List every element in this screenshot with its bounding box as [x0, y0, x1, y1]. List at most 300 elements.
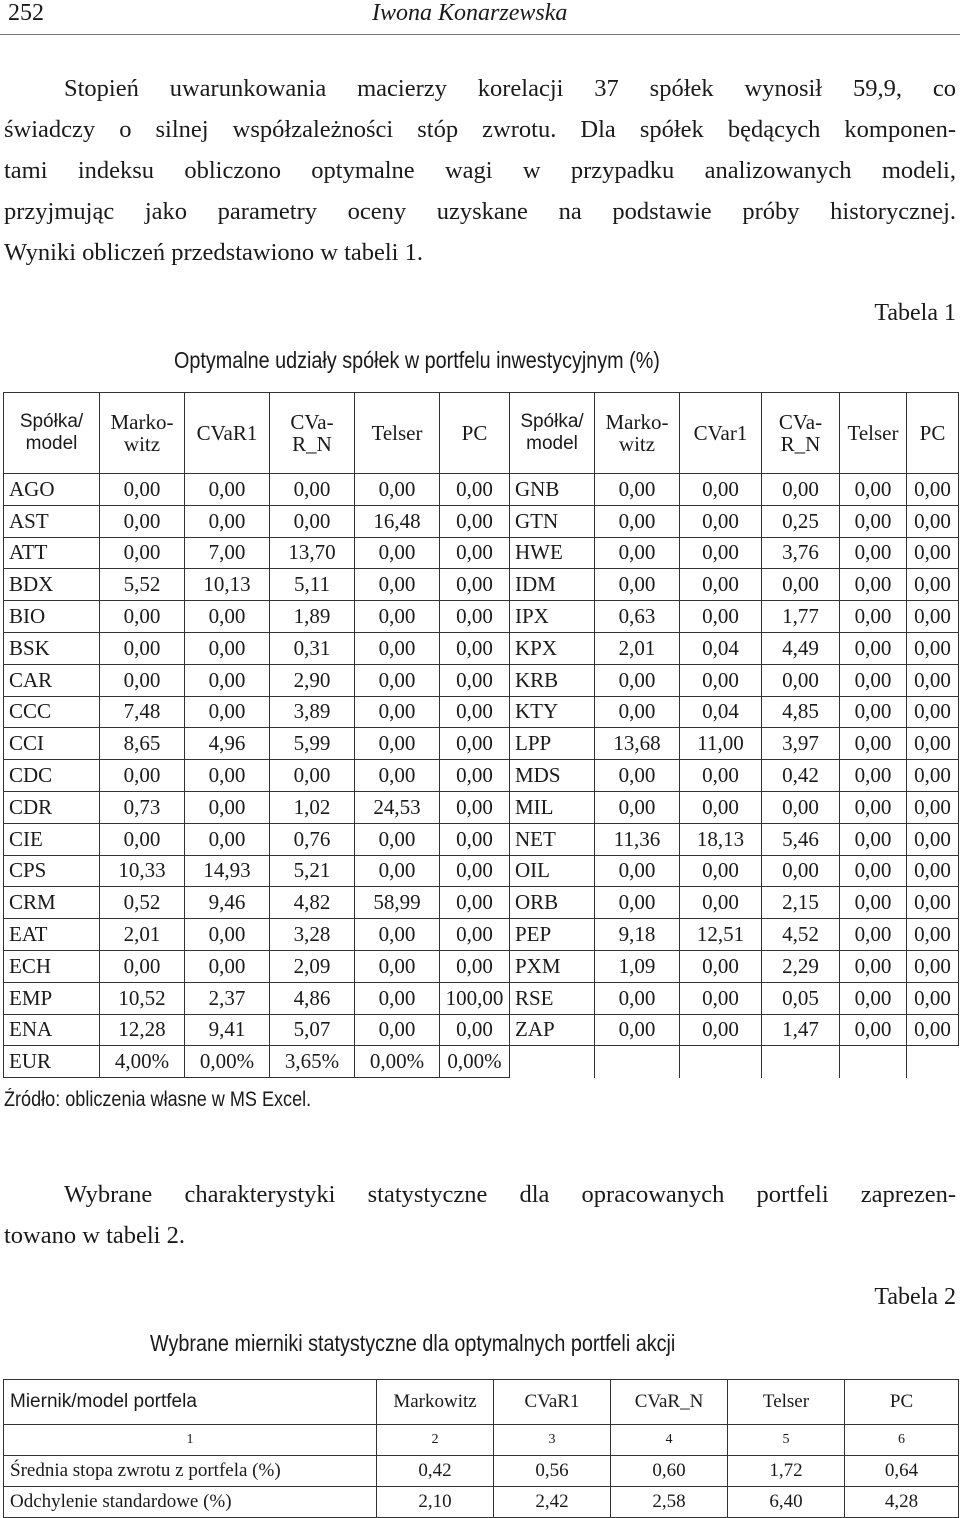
table-cell: 0,00 — [440, 919, 510, 951]
table-row — [4, 887, 959, 919]
company-code: ECH — [4, 950, 100, 982]
table-cell: 10,33 — [100, 855, 185, 887]
table-cell: 0,00 — [595, 537, 680, 569]
table-cell: 0,31 — [270, 632, 355, 664]
table-cell: 0,00 — [595, 1014, 680, 1046]
table-cell: 0,00 — [907, 696, 959, 728]
table-cell: 0,00 — [680, 569, 762, 601]
table-row — [4, 823, 959, 855]
table-cell: 0,00 — [270, 505, 355, 537]
table-cell: 0,00 — [440, 696, 510, 728]
table-cell: 4,00% — [100, 1046, 185, 1078]
table-cell: 1,02 — [270, 791, 355, 823]
empty-cell — [595, 1046, 680, 1078]
table-cell: 100,00 — [440, 982, 510, 1014]
empty-cell — [762, 1046, 840, 1078]
table-cell: 0,00 — [440, 664, 510, 696]
company-code: IPX — [510, 601, 595, 633]
company-code: KTY — [510, 696, 595, 728]
column-header: Telser — [355, 393, 440, 474]
company-code: MDS — [510, 760, 595, 792]
table-cell: 0,00 — [680, 474, 762, 506]
table-cell: 0,00 — [100, 537, 185, 569]
table-cell: 0,00 — [595, 855, 680, 887]
company-code: EMP — [4, 982, 100, 1014]
table-cell: 9,18 — [595, 919, 680, 951]
table-row — [4, 855, 959, 887]
table-row — [4, 601, 959, 633]
table-cell: 0,00 — [840, 569, 907, 601]
table-cell: 0,00 — [907, 537, 959, 569]
empty-cell — [840, 1046, 907, 1078]
table-cell: 2,29 — [762, 950, 840, 982]
table-cell: 0,00 — [762, 569, 840, 601]
table-cell: 11,00 — [680, 728, 762, 760]
company-code: CCI — [4, 728, 100, 760]
table-cell: 4,28 — [845, 1487, 959, 1518]
table-cell: 0,00 — [185, 919, 270, 951]
table-cell: 0,00 — [595, 791, 680, 823]
page-number: 252 — [8, 0, 44, 26]
column-header: CVa- R_N — [762, 393, 840, 474]
column-header: Marko- witz — [595, 393, 680, 474]
table-cell: 0,00 — [907, 664, 959, 696]
table-cell: 13,68 — [595, 728, 680, 760]
table-cell: 0,00 — [355, 569, 440, 601]
company-code: RSE — [510, 982, 595, 1014]
table-row — [4, 919, 959, 951]
table-cell: 9,41 — [185, 1014, 270, 1046]
table2-column-number-row — [4, 1425, 959, 1456]
column-header: Marko- witz — [100, 393, 185, 474]
table-cell: 0,00 — [355, 632, 440, 664]
table-cell: 2,15 — [762, 887, 840, 919]
table-cell: 0,00 — [440, 791, 510, 823]
table-cell: 0,00 — [840, 601, 907, 633]
table-row — [4, 950, 959, 982]
table-cell: 18,13 — [680, 823, 762, 855]
column-number: 2 — [377, 1425, 494, 1456]
table-cell: 0,00 — [185, 664, 270, 696]
table-cell: 9,46 — [185, 887, 270, 919]
table-cell: 0,00 — [907, 474, 959, 506]
company-code: BDX — [4, 569, 100, 601]
company-code: CDR — [4, 791, 100, 823]
table-cell: 0,00 — [907, 728, 959, 760]
table-cell: 4,52 — [762, 919, 840, 951]
empty-cell — [510, 1046, 595, 1078]
table-cell: 0,00 — [440, 855, 510, 887]
table-cell: 3,97 — [762, 728, 840, 760]
company-code: KRB — [510, 664, 595, 696]
column-header: Telser — [728, 1380, 845, 1425]
running-head-author: Iwona Konarzewska — [372, 0, 568, 26]
table-cell: 0,00 — [595, 474, 680, 506]
table-cell: 8,65 — [100, 728, 185, 760]
table-cell: 0,00 — [440, 537, 510, 569]
company-code: IDM — [510, 569, 595, 601]
table-cell: 0,00 — [100, 760, 185, 792]
column-header: CVar1 — [680, 393, 762, 474]
table-row — [4, 728, 959, 760]
table-cell: 1,09 — [595, 950, 680, 982]
table-cell: 5,07 — [270, 1014, 355, 1046]
table-cell: 0,00 — [840, 632, 907, 664]
table-cell: 7,48 — [100, 696, 185, 728]
column-header: Telser — [840, 393, 907, 474]
column-header: CVaR1 — [494, 1380, 611, 1425]
table-cell: 0,00 — [355, 760, 440, 792]
company-code: NET — [510, 823, 595, 855]
table-cell: 0,00 — [840, 855, 907, 887]
table-cell: 0,64 — [845, 1456, 959, 1487]
table-cell: 0,00 — [840, 474, 907, 506]
table-cell: 0,00 — [595, 505, 680, 537]
table-row — [4, 632, 959, 664]
column-header: PC — [440, 393, 510, 474]
column-header: CVaR_N — [611, 1380, 728, 1425]
table-cell: 0,00 — [907, 632, 959, 664]
intro-paragraph — [4, 68, 956, 273]
table-cell: 11,36 — [595, 823, 680, 855]
portfolio-weights-table — [3, 392, 959, 1078]
table-row — [4, 1014, 959, 1046]
table-row — [4, 664, 959, 696]
column-header: PC — [845, 1380, 959, 1425]
table-cell: 0,00 — [840, 982, 907, 1014]
header-rule — [0, 34, 960, 35]
table-cell: 0,00 — [100, 474, 185, 506]
company-code: MIL — [510, 791, 595, 823]
table-cell: 0,63 — [595, 601, 680, 633]
paragraph-line: przyjmując jako parametry oceny uzyskane na podstawie próby historycznej. — [4, 198, 956, 225]
table-cell: 7,00 — [185, 537, 270, 569]
table-cell: 0,00 — [440, 569, 510, 601]
table-cell: 0,52 — [100, 887, 185, 919]
column-number: 5 — [728, 1425, 845, 1456]
table-cell: 0,00 — [762, 474, 840, 506]
table-cell: 0,00 — [185, 791, 270, 823]
table-row — [4, 537, 959, 569]
empty-cell — [907, 1046, 959, 1078]
table-cell: 0,00 — [100, 505, 185, 537]
column-header: CVa- R_N — [270, 393, 355, 474]
table-cell: 4,49 — [762, 632, 840, 664]
table-cell: 0,00 — [355, 982, 440, 1014]
table-cell: 0,56 — [494, 1456, 611, 1487]
company-code: PXM — [510, 950, 595, 982]
paragraph-line: towano w tabeli 2. — [4, 1222, 185, 1249]
table-cell: 0,00 — [100, 950, 185, 982]
column-number: 1 — [4, 1425, 377, 1456]
table-cell: 2,01 — [100, 919, 185, 951]
table-cell: 0,76 — [270, 823, 355, 855]
table-cell: 0,05 — [762, 982, 840, 1014]
table-cell: 2,01 — [595, 632, 680, 664]
table1-source-note: Źródło: obliczenia własne w MS Excel. — [4, 1088, 312, 1111]
table-cell: 0,00 — [680, 505, 762, 537]
table-cell: 0,00 — [355, 855, 440, 887]
table-cell: 0,00 — [355, 601, 440, 633]
column-header: PC — [907, 393, 959, 474]
table-cell: 0,00 — [907, 505, 959, 537]
table-cell: 13,70 — [270, 537, 355, 569]
table-cell: 0,00 — [840, 696, 907, 728]
paragraph-line: Stopień uwarunkowania macierzy korelacji 37 spółek wynosił 59,9, co — [64, 75, 956, 102]
table-cell: 0,00 — [680, 601, 762, 633]
paragraph-line: Wyniki obliczeń przedstawiono w tabeli 1. — [4, 239, 423, 266]
table-cell: 0,00 — [595, 760, 680, 792]
table-cell: 0,00 — [185, 632, 270, 664]
table-row — [4, 696, 959, 728]
table1-header-row — [4, 393, 959, 474]
table-cell: 0,00 — [185, 760, 270, 792]
table-cell: 0,00 — [840, 887, 907, 919]
table-cell: 0,00 — [680, 887, 762, 919]
table-cell: 0,00 — [680, 1014, 762, 1046]
table-cell: 4,96 — [185, 728, 270, 760]
table-cell: 3,76 — [762, 537, 840, 569]
table-cell: 3,89 — [270, 696, 355, 728]
table-cell: 0,00 — [440, 887, 510, 919]
table-cell: 0,42 — [762, 760, 840, 792]
table-cell: 10,52 — [100, 982, 185, 1014]
table-cell: 58,99 — [355, 887, 440, 919]
table-cell: 0,00 — [907, 760, 959, 792]
company-code: CIE — [4, 823, 100, 855]
table-cell: 0,25 — [762, 505, 840, 537]
table-cell: 0,60 — [611, 1456, 728, 1487]
table-cell: 0,00 — [440, 1014, 510, 1046]
table-cell: 0,00 — [100, 823, 185, 855]
table-cell: 0,00 — [840, 728, 907, 760]
table-cell: 0,00 — [440, 505, 510, 537]
table-cell: 0,00% — [185, 1046, 270, 1078]
table-cell: 0,00 — [840, 664, 907, 696]
table-cell: 0,00 — [595, 696, 680, 728]
table-cell: 5,11 — [270, 569, 355, 601]
company-code: ENA — [4, 1014, 100, 1046]
company-code: GTN — [510, 505, 595, 537]
table-cell: 2,42 — [494, 1487, 611, 1518]
company-code: ZAP — [510, 1014, 595, 1046]
table-cell: 0,00 — [355, 474, 440, 506]
table-cell: 0,00 — [355, 728, 440, 760]
table-cell: 0,00 — [185, 950, 270, 982]
table-cell: 0,00 — [907, 791, 959, 823]
table-cell: 0,00 — [355, 537, 440, 569]
table-cell: 1,72 — [728, 1456, 845, 1487]
column-header: Markowitz — [377, 1380, 494, 1425]
company-code: HWE — [510, 537, 595, 569]
column-number: 3 — [494, 1425, 611, 1456]
table-row — [4, 505, 959, 537]
table-cell: 0,00 — [840, 505, 907, 537]
table-cell: 0,00 — [595, 982, 680, 1014]
column-header: CVaR1 — [185, 393, 270, 474]
company-code: BSK — [4, 632, 100, 664]
company-code: BIO — [4, 601, 100, 633]
company-code: EAT — [4, 919, 100, 951]
column-header: Miernik/model portfela — [4, 1380, 377, 1425]
table-cell: 0,00 — [840, 950, 907, 982]
table-cell: 5,21 — [270, 855, 355, 887]
table-row — [4, 569, 959, 601]
table-cell: 0,04 — [680, 632, 762, 664]
table-cell: 1,47 — [762, 1014, 840, 1046]
table-cell: 3,65% — [270, 1046, 355, 1078]
table-cell: 0,00 — [185, 474, 270, 506]
paragraph-line: świadczy o silnej współzależności stóp zwrotu. Dla spółek będących komponen- — [4, 116, 956, 143]
table-cell: 4,85 — [762, 696, 840, 728]
table-cell: 0,00 — [355, 696, 440, 728]
table-cell: 0,00 — [100, 601, 185, 633]
table-cell: 0,00 — [762, 664, 840, 696]
table-cell: 0,00 — [100, 664, 185, 696]
table-cell: 0,00 — [440, 632, 510, 664]
table-cell: 0,00 — [680, 982, 762, 1014]
company-code: AGO — [4, 474, 100, 506]
table-row — [4, 474, 959, 506]
table-cell: 0,00 — [680, 950, 762, 982]
table-cell: 0,00 — [185, 823, 270, 855]
table-cell: 0,00 — [440, 474, 510, 506]
company-code: CCC — [4, 696, 100, 728]
table-cell: 0,00 — [185, 696, 270, 728]
table-cell: 0,00 — [680, 537, 762, 569]
table-cell: 0,00 — [440, 760, 510, 792]
table-cell: 4,86 — [270, 982, 355, 1014]
table2-label: Tabela 2 — [874, 1284, 956, 1310]
table-cell: 0,00 — [595, 569, 680, 601]
table-cell: 0,00 — [840, 919, 907, 951]
company-code: GNB — [510, 474, 595, 506]
table-cell: 0,00 — [100, 632, 185, 664]
table-cell: 0,00 — [355, 1014, 440, 1046]
table-cell: 0,00 — [840, 760, 907, 792]
table-row — [4, 760, 959, 792]
company-code: ORB — [510, 887, 595, 919]
table-cell: 0,00 — [680, 760, 762, 792]
table-cell: 4,82 — [270, 887, 355, 919]
table-row — [4, 1487, 959, 1518]
company-code: CDC — [4, 760, 100, 792]
table-cell: 5,52 — [100, 569, 185, 601]
column-header: Spółka/ model — [4, 393, 100, 474]
table-cell: 0,00 — [840, 791, 907, 823]
table-cell: 0,00 — [185, 601, 270, 633]
table2-caption: Wybrane mierniki statystyczne dla optymalnych portfeli akcji — [150, 1330, 676, 1356]
portfolio-statistics-table — [3, 1379, 959, 1518]
table-row — [4, 791, 959, 823]
company-code: LPP — [510, 728, 595, 760]
table-cell: 0,00 — [907, 982, 959, 1014]
second-paragraph — [4, 1174, 956, 1256]
table-cell: 0,00 — [762, 855, 840, 887]
column-number: 4 — [611, 1425, 728, 1456]
table-cell: 2,90 — [270, 664, 355, 696]
table-cell: 0,00 — [840, 1014, 907, 1046]
table-cell: 1,77 — [762, 601, 840, 633]
table-cell: 12,28 — [100, 1014, 185, 1046]
table-cell: 0,00 — [907, 887, 959, 919]
table-cell: 0,00 — [907, 601, 959, 633]
table-cell: 0,42 — [377, 1456, 494, 1487]
table-row — [4, 1046, 959, 1078]
table-cell: 6,40 — [728, 1487, 845, 1518]
table-cell: 10,13 — [185, 569, 270, 601]
table-cell: 0,00 — [680, 855, 762, 887]
table-cell: 0,00 — [595, 664, 680, 696]
table-cell: 0,00 — [907, 950, 959, 982]
table-cell: 0,00 — [680, 664, 762, 696]
row-label: Odchylenie standardowe (%) — [4, 1487, 377, 1518]
table-cell: 1,89 — [270, 601, 355, 633]
table-cell: 5,46 — [762, 823, 840, 855]
company-code: CRM — [4, 887, 100, 919]
table-cell: 2,10 — [377, 1487, 494, 1518]
table-cell: 0,00 — [440, 950, 510, 982]
table-cell: 0,00 — [270, 760, 355, 792]
table-cell: 0,00 — [270, 474, 355, 506]
table-cell: 0,00 — [440, 601, 510, 633]
company-code: ATT — [4, 537, 100, 569]
table-cell: 0,04 — [680, 696, 762, 728]
table-cell: 0,00 — [907, 855, 959, 887]
company-code: KPX — [510, 632, 595, 664]
table1-caption: Optymalne udziały spółek w portfelu inwestycyjnym (%) — [174, 347, 660, 373]
table-cell: 0,00 — [440, 728, 510, 760]
table-cell: 0,00% — [355, 1046, 440, 1078]
table-cell: 0,00 — [440, 823, 510, 855]
company-code: CAR — [4, 664, 100, 696]
table-cell: 0,00 — [355, 919, 440, 951]
table1-label: Tabela 1 — [874, 300, 956, 326]
row-label: Średnia stopa zwrotu z portfela (%) — [4, 1456, 377, 1487]
company-code: PEP — [510, 919, 595, 951]
column-number: 6 — [845, 1425, 959, 1456]
table-cell: 0,00 — [355, 950, 440, 982]
paragraph-line: tami indeksu obliczono optymalne wagi w przypadku analizowanych modeli, — [4, 157, 956, 184]
table2-header-row — [4, 1380, 959, 1425]
table-cell: 24,53 — [355, 791, 440, 823]
table-cell: 0,00 — [907, 1014, 959, 1046]
table-cell: 0,00 — [907, 823, 959, 855]
table-cell: 14,93 — [185, 855, 270, 887]
table-cell: 0,00 — [185, 505, 270, 537]
table-cell: 0,00 — [907, 919, 959, 951]
table-cell: 0,00 — [762, 791, 840, 823]
table-cell: 2,58 — [611, 1487, 728, 1518]
table-cell: 0,00 — [355, 664, 440, 696]
table-cell: 0,00 — [680, 791, 762, 823]
table-cell: 2,09 — [270, 950, 355, 982]
table-row — [4, 1456, 959, 1487]
company-code: OIL — [510, 855, 595, 887]
company-code: AST — [4, 505, 100, 537]
column-header: Spółka/ model — [510, 393, 595, 474]
table-cell: 5,99 — [270, 728, 355, 760]
table-cell: 0,00 — [840, 537, 907, 569]
table-row — [4, 982, 959, 1014]
table-cell: 2,37 — [185, 982, 270, 1014]
table-cell: 16,48 — [355, 505, 440, 537]
table-cell: 0,73 — [100, 791, 185, 823]
table-cell: 0,00% — [440, 1046, 510, 1078]
table-cell: 0,00 — [907, 569, 959, 601]
table-cell: 0,00 — [355, 823, 440, 855]
company-code: CPS — [4, 855, 100, 887]
